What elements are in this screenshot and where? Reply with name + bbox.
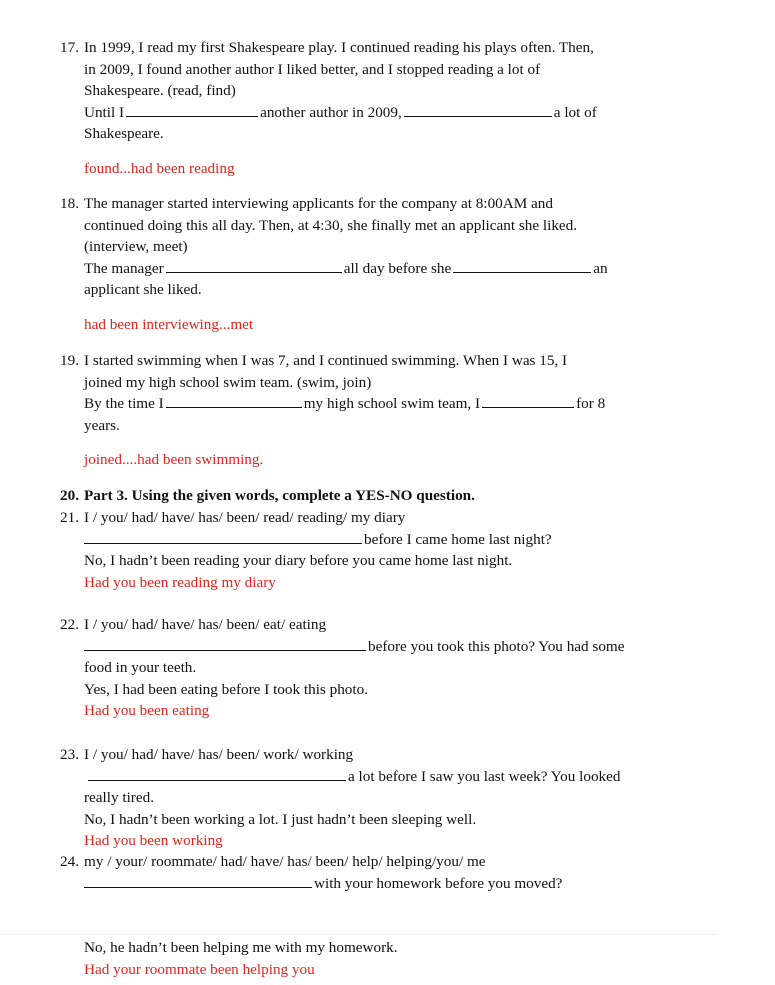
response-text: Yes, I had been eating before I took this photo.: [84, 680, 369, 698]
section-heading: [60, 485, 670, 507]
question-number: 23.: [60, 746, 79, 763]
fill-sentence: before you took this photo? You had some: [60, 636, 670, 658]
fill-sentence: Shakespeare.: [84, 125, 164, 143]
fill-sentence: a lot before I saw you last week? You looked: [60, 766, 670, 788]
answer-text: Had you been eating: [84, 702, 210, 720]
fill-sentence: applicant she liked.: [84, 281, 202, 299]
word-list: I / you/ had/ have/ has/ been/ read/ reading/ my diary: [84, 509, 406, 526]
answer-text: joined....had been swimming.: [84, 451, 264, 469]
question-21: [60, 507, 670, 593]
question-text: joined my high school swim team. (swim, join): [84, 373, 372, 391]
fill-sentence: food in your teeth.: [84, 659, 197, 677]
fill-sentence: years.: [84, 416, 120, 434]
word-list: I / you/ had/ have/ has/ been/ work/ working: [84, 746, 354, 763]
question-19: [60, 350, 670, 471]
answer-blank[interactable]: [482, 394, 574, 408]
question-text: I started swimming when I was 7, and I continued swimming. When I was 15, I: [84, 352, 568, 369]
question-text: (interview, meet): [84, 238, 188, 256]
question-24-answer: [60, 937, 670, 980]
answer-text: Had you been reading my diary: [84, 573, 276, 591]
answer-blank[interactable]: [126, 103, 258, 117]
response-text: No, I hadn’t been working a lot. I just hadn’t been sleeping well.: [84, 810, 477, 828]
question-text: in 2009, I found another author I liked better, and I stopped reading a lot of: [84, 60, 541, 78]
fill-sentence: The manager all day before she an: [84, 259, 608, 277]
question-number: 21.: [60, 509, 79, 526]
question-number: 19.: [60, 352, 79, 369]
fill-sentence: before I came home last night?: [60, 529, 670, 551]
answer-text: Had you been working: [84, 832, 223, 850]
question-text: In 1999, I read my first Shakespeare play. I continued reading his plays often. Then,: [84, 39, 594, 56]
question-22: [60, 614, 670, 722]
answer-blank[interactable]: [166, 394, 302, 408]
fill-sentence: with your homework before you moved?: [60, 873, 670, 895]
answer-blank[interactable]: [84, 637, 366, 651]
answer-blank[interactable]: [84, 530, 362, 544]
question-23: [60, 744, 670, 852]
answer-text: found...had been reading: [84, 159, 235, 177]
answer-blank[interactable]: [166, 259, 342, 273]
answer-text: had been interviewing...met: [84, 315, 254, 333]
question-24: [60, 851, 670, 894]
question-text: continued doing this all day. Then, at 4:30, she finally met an applicant she liked.: [84, 216, 578, 234]
section-title: Part 3. Using the given words, complete a YES-NO question.: [84, 487, 475, 504]
answer-blank[interactable]: [453, 259, 591, 273]
page-divider: [0, 934, 718, 935]
answer-blank[interactable]: [88, 767, 346, 781]
fill-sentence: really tired.: [84, 789, 154, 807]
question-number: 24.: [60, 853, 79, 870]
answer-text: Had your roommate been helping you: [84, 960, 315, 978]
fill-sentence: Until I another author in 2009, a lot of: [84, 103, 597, 121]
question-text: The manager started interviewing applicants for the company at 8:00AM and: [84, 195, 553, 212]
response-text: No, I hadn’t been reading your diary before you came home last night.: [84, 552, 513, 570]
question-text: Shakespeare. (read, find): [84, 82, 236, 100]
question-18: [60, 193, 670, 336]
fill-sentence: By the time I my high school swim team, I for 8: [84, 395, 606, 413]
answer-blank[interactable]: [404, 103, 552, 117]
word-list: I / you/ had/ have/ has/ been/ eat/ eating: [84, 616, 327, 633]
question-number: 17.: [60, 39, 79, 56]
question-number: 22.: [60, 616, 79, 633]
response-text: No, he hadn’t been helping me with my homework.: [84, 939, 398, 956]
question-number: 20.: [60, 487, 79, 504]
question-number: 18.: [60, 195, 79, 212]
answer-blank[interactable]: [84, 874, 312, 888]
word-list: my / your/ roommate/ had/ have/ has/ been/ help/ helping/you/ me: [84, 853, 486, 870]
question-17: [60, 37, 670, 180]
